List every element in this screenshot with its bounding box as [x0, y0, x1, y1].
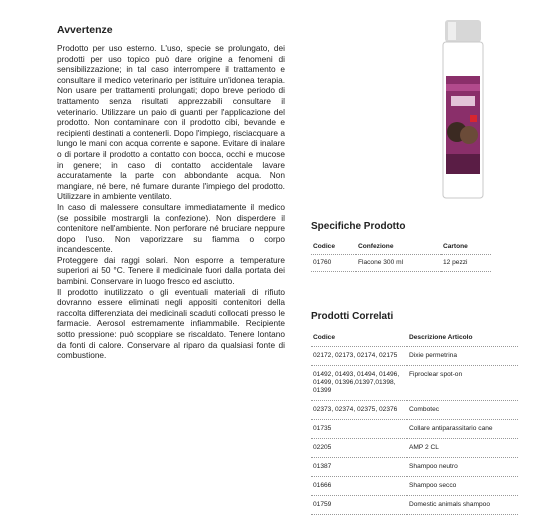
table-row: [311, 458, 518, 477]
correlati-header-row: [311, 329, 518, 347]
correlati-table: [311, 329, 518, 515]
correlati-title: Prodotti Correlati: [311, 311, 394, 322]
cell-descrizione[interactable]: Combotec: [407, 401, 518, 420]
cell-codice: 02172, 02173, 02174, 02175: [311, 347, 407, 366]
table-row: [311, 496, 518, 515]
cell-codice: 02373, 02374, 02375, 02376: [311, 401, 407, 420]
cell-codice: 01387: [311, 458, 407, 477]
specifiche-header-row: [311, 239, 491, 255]
header-codice: Codice: [311, 239, 356, 255]
cell-codice: 01759: [311, 496, 407, 515]
cell-descrizione[interactable]: Shampoo secco: [407, 477, 518, 496]
cell-descrizione[interactable]: Domestic animals shampoo: [407, 496, 518, 515]
header-cartone: Cartone: [441, 239, 491, 255]
warnings-title: Avvertenze: [57, 24, 113, 36]
header-codice: Codice: [311, 329, 407, 347]
cell-descrizione[interactable]: Shampoo neutro: [407, 458, 518, 477]
warnings-paragraph-3: Proteggere dai raggi solari. Non esporre a temperature superiori ai 50 °C. Tenere il medicinale fuori dalla portata dei bambini. Conservare in luogo fresco ed asciutto.: [57, 254, 285, 287]
cell-codice: 01760: [311, 255, 356, 272]
table-row: [311, 420, 518, 439]
specifiche-title: Specifiche Prodotto: [311, 221, 406, 232]
table-row: [311, 477, 518, 496]
warnings-paragraph-4: Il prodotto inutilizzato o gli eventuali materiali di rifiuto dovranno essere eliminati negli appositi contenitori della raccolta differenziata dei medicinali scaduti collocati presso le farmacie. Aerosol estremamente infiammabile. Recipiente sotto pressione: può scoppiare se riscaldato. Tenere lontano da fonti di calore. Conservare al riparo da qualsiasi fonte di combustione.: [57, 286, 285, 361]
product-image: [434, 18, 492, 202]
warnings-paragraph-1: Prodotto per uso esterno. L'uso, specie se prolungato, dei prodotti per uso topico può dare origine a fenomeni di sensibilizzazione; in tal caso interrompere il trattamento e consultare il medico veterinario per istituire un'idonea terapia. Non usare per trattamenti prolungati; dopo breve periodo di trattamento senza risultati apprezzabili consultare il veterinario. Utilizzare un paio di guanti per l'applicazione del prodotto. Non contaminare con il prodotto cibi, bevande e recipienti destinati a contenerli. Dopo l'impiego, risciacquare a lungo le mani con acqua corrente e sapone. Evitare di inalare o di portare il prodotto a contatto con bocca, occhi e mucose in genere; in caso di contatto accidentale lavare accuratamente la parte con abbondante acqua. Non mangiare, né bere, né fumare durante l'impiego del prodotto. Utilizzare in ambiente ventilato.: [57, 43, 285, 202]
table-row: [311, 401, 518, 420]
specifiche-table: [311, 239, 491, 272]
cell-confezione: Flacone 300 ml: [356, 255, 441, 272]
cell-codice: 02205: [311, 439, 407, 458]
warnings-paragraph-2: In caso di malessere consultare immediatamente il medico (se possibile mostrargli la confezione). Non disperdere il contenitore nell'ambiente. Non perforare né bruciare neppure dopo l'uso. Non vaporizzare su fiamma o corpo incandescente.: [57, 201, 285, 255]
table-row: [311, 347, 518, 366]
cell-cartone: 12 pezzi: [441, 255, 491, 272]
table-row: [311, 366, 518, 401]
cell-descrizione[interactable]: AMP 2 CL: [407, 439, 518, 458]
header-confezione: Confezione: [356, 239, 441, 255]
header-descrizione: Descrizione Articolo: [407, 329, 518, 347]
cell-codice: 01735: [311, 420, 407, 439]
specifiche-section: [311, 221, 491, 272]
cell-descrizione[interactable]: Dixie permetrina: [407, 347, 518, 366]
table-row: [311, 439, 518, 458]
table-row: [311, 255, 491, 272]
cell-codice: 01666: [311, 477, 407, 496]
correlati-section: [311, 311, 518, 515]
cell-descrizione[interactable]: Fiproclear spot-on: [407, 366, 518, 401]
cell-codice: 01492, 01493, 01494, 01496, 01499, 01396,01397,01398, 01399: [311, 366, 407, 401]
product-label-text: [434, 18, 492, 202]
warnings-section: [57, 24, 285, 361]
cell-descrizione[interactable]: Collare antiparassitario cane: [407, 420, 518, 439]
